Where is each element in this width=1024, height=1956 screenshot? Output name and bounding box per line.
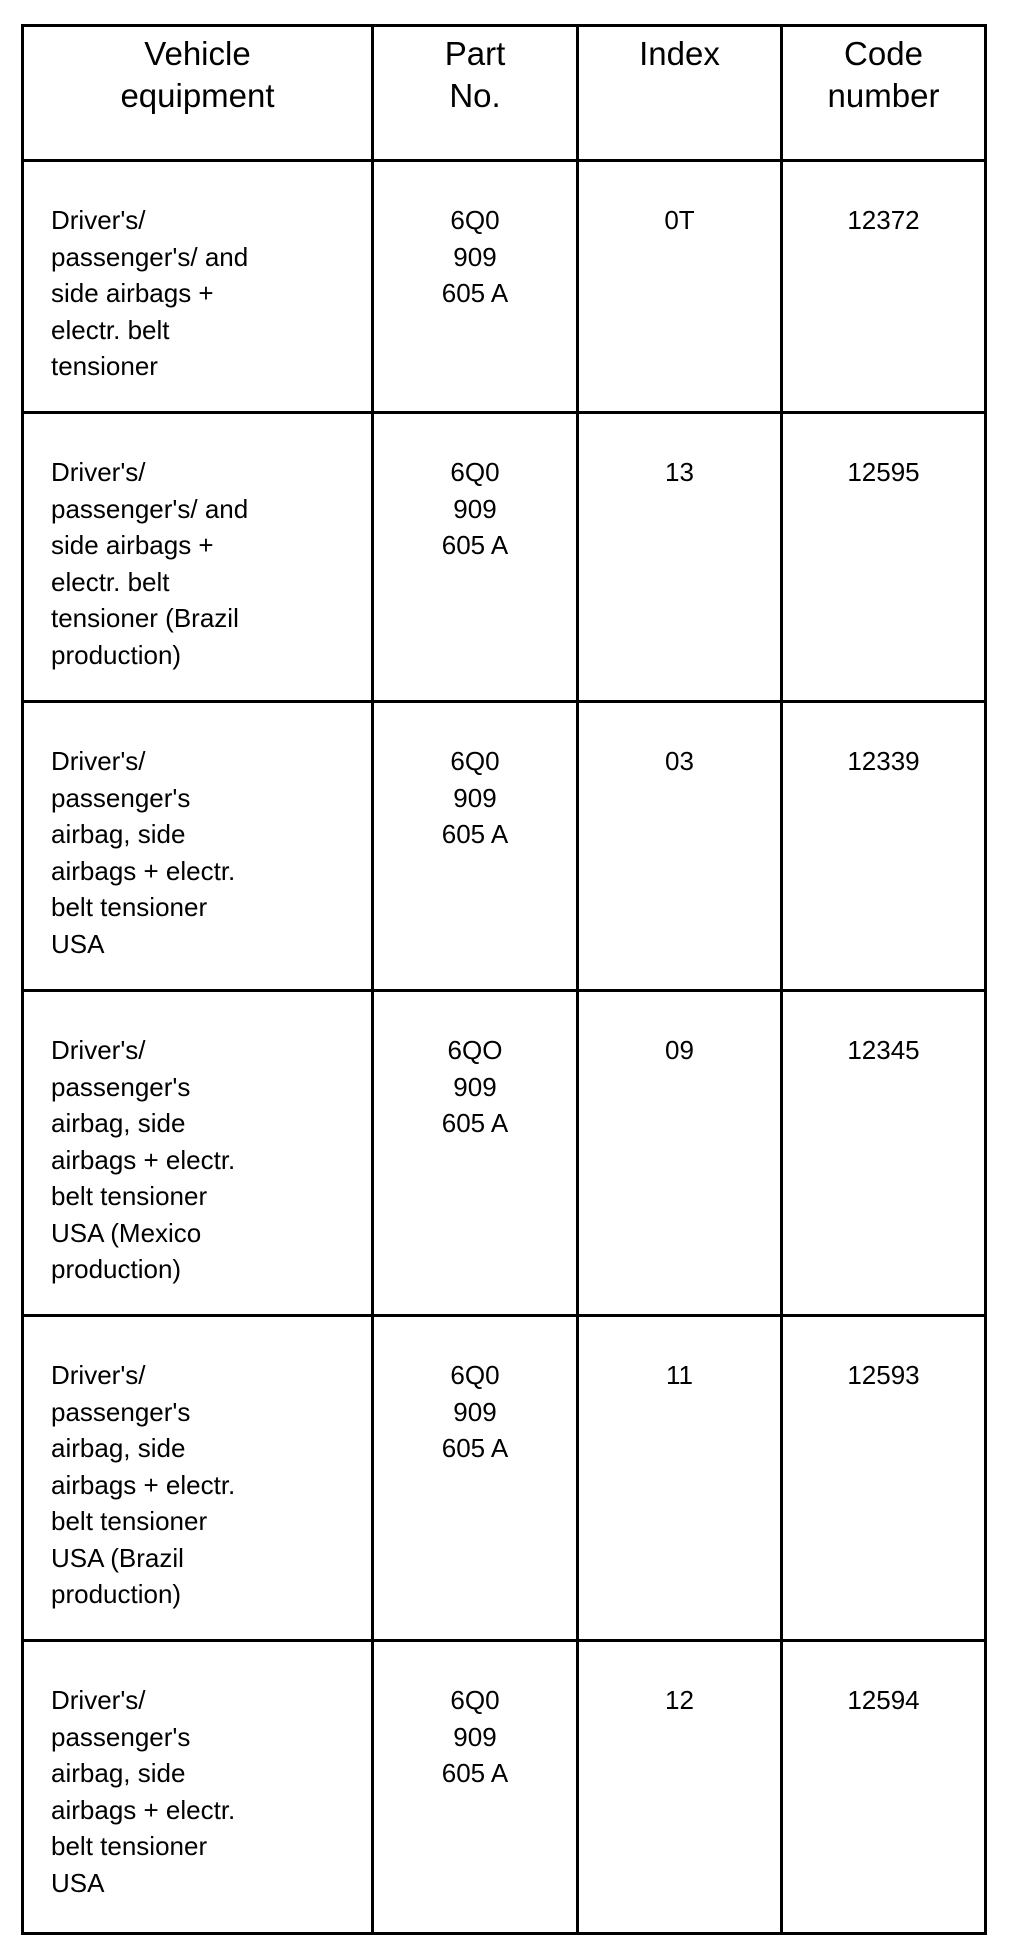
part-no-cell — [373, 161, 578, 413]
code-number-cell: 12372 — [782, 161, 986, 413]
equipment-line: airbags + electr. — [51, 1144, 236, 1175]
part-no-line: 909 — [453, 1721, 497, 1752]
header-index — [578, 26, 782, 161]
part-no-line: 909 — [453, 493, 497, 524]
equipment-line: passenger's — [51, 1071, 191, 1102]
code-number-cell: 12339 — [782, 702, 986, 991]
equipment-line: Driver's/ — [51, 746, 146, 776]
equipment-line: Driver's/ — [51, 1685, 146, 1715]
header-line: Code — [844, 35, 923, 72]
part-no-line: 605 A — [441, 1758, 509, 1788]
equipment-line: airbag, side — [51, 1108, 186, 1138]
part-no-line: 605 A — [441, 1108, 509, 1138]
equipment-code-table-container — [21, 24, 984, 1934]
table-row — [23, 702, 986, 991]
header-code-number — [782, 26, 986, 161]
index-cell: 13 — [578, 413, 782, 702]
part-no-cell — [373, 991, 578, 1316]
equipment-line: airbags + electr. — [51, 855, 236, 886]
part-no-cell — [373, 1316, 578, 1641]
equipment-line: production) — [51, 1254, 182, 1284]
equipment-line: passenger's — [51, 1721, 191, 1752]
equipment-line: belt tensioner — [51, 1181, 208, 1211]
equipment-line: production) — [51, 639, 182, 670]
equipment-line: USA — [51, 928, 105, 959]
header-vehicle-equipment — [23, 26, 373, 161]
part-no-line: 909 — [453, 1396, 497, 1427]
table-row — [23, 1641, 986, 1934]
table-row — [23, 161, 986, 413]
equipment-line: passenger's — [51, 782, 191, 813]
equipment-line: airbags + electr. — [51, 1794, 236, 1825]
equipment-line: airbags + electr. — [51, 1469, 236, 1500]
index-cell: 03 — [578, 702, 782, 991]
part-no-line: 605 A — [441, 819, 509, 849]
equipment-line: belt tensioner — [51, 1506, 208, 1536]
vehicle-equipment-cell — [23, 702, 373, 991]
equipment-line: USA (Mexico — [51, 1217, 202, 1248]
part-no-line: 909 — [453, 1071, 497, 1102]
vehicle-equipment-cell — [23, 991, 373, 1316]
part-no-cell — [373, 413, 578, 702]
table-row — [23, 1316, 986, 1641]
vehicle-equipment-cell — [23, 1641, 373, 1934]
equipment-line: Driver's/ — [51, 1360, 146, 1390]
table-row — [23, 991, 986, 1316]
equipment-line: tensioner (Brazil — [51, 603, 239, 633]
equipment-line: airbag, side — [51, 819, 186, 849]
equipment-line: Driver's/ — [51, 205, 146, 235]
equipment-line: passenger's — [51, 1396, 191, 1427]
code-number-cell: 12345 — [782, 991, 986, 1316]
equipment-line: belt tensioner — [51, 892, 208, 922]
header-line: Part — [444, 35, 506, 72]
header-line: Index — [639, 35, 720, 72]
header-line: number — [827, 77, 940, 114]
part-no-line: 6Q0 — [450, 746, 500, 776]
part-no-cell — [373, 1641, 578, 1934]
header-line: No. — [449, 77, 501, 114]
table-header-row — [23, 26, 986, 161]
part-no-line: 6Q0 — [450, 1360, 500, 1390]
part-no-line: 6QO — [447, 1035, 503, 1065]
vehicle-equipment-cell — [23, 161, 373, 413]
equipment-line: USA — [51, 1867, 105, 1898]
equipment-line: tensioner — [51, 351, 158, 381]
equipment-line: passenger's/ and — [51, 241, 249, 272]
equipment-line: USA (Brazil — [51, 1542, 184, 1573]
equipment-line: airbag, side — [51, 1433, 186, 1463]
part-no-line: 605 A — [441, 1433, 509, 1463]
part-no-line: 909 — [453, 241, 497, 272]
header-line: equipment — [120, 77, 275, 114]
part-no-line: 6Q0 — [450, 205, 500, 235]
table-body — [23, 161, 986, 1934]
equipment-line: side airbags + — [51, 530, 214, 560]
header-line: Vehicle — [144, 35, 251, 72]
equipment-line: electr. belt — [51, 566, 170, 597]
code-number-cell: 12594 — [782, 1641, 986, 1934]
table-row — [23, 413, 986, 702]
equipment-line: side airbags + — [51, 278, 214, 308]
equipment-line: passenger's/ and — [51, 493, 249, 524]
part-no-cell — [373, 702, 578, 991]
index-cell: 12 — [578, 1641, 782, 1934]
code-number-cell: 12593 — [782, 1316, 986, 1641]
part-no-line: 6Q0 — [450, 457, 500, 487]
equipment-line: airbag, side — [51, 1758, 186, 1788]
equipment-line: belt tensioner — [51, 1831, 208, 1861]
vehicle-equipment-cell — [23, 413, 373, 702]
index-cell: 09 — [578, 991, 782, 1316]
header-part-no — [373, 26, 578, 161]
part-no-line: 605 A — [441, 530, 509, 560]
equipment-code-table — [21, 24, 987, 1935]
part-no-line: 909 — [453, 782, 497, 813]
equipment-line: production) — [51, 1579, 182, 1609]
equipment-line: Driver's/ — [51, 1035, 146, 1065]
vehicle-equipment-cell — [23, 1316, 373, 1641]
equipment-line: electr. belt — [51, 314, 170, 345]
part-no-line: 6Q0 — [450, 1685, 500, 1715]
code-number-cell: 12595 — [782, 413, 986, 702]
equipment-line: Driver's/ — [51, 457, 146, 487]
part-no-line: 605 A — [441, 278, 509, 308]
index-cell: 0T — [578, 161, 782, 413]
index-cell: 11 — [578, 1316, 782, 1641]
